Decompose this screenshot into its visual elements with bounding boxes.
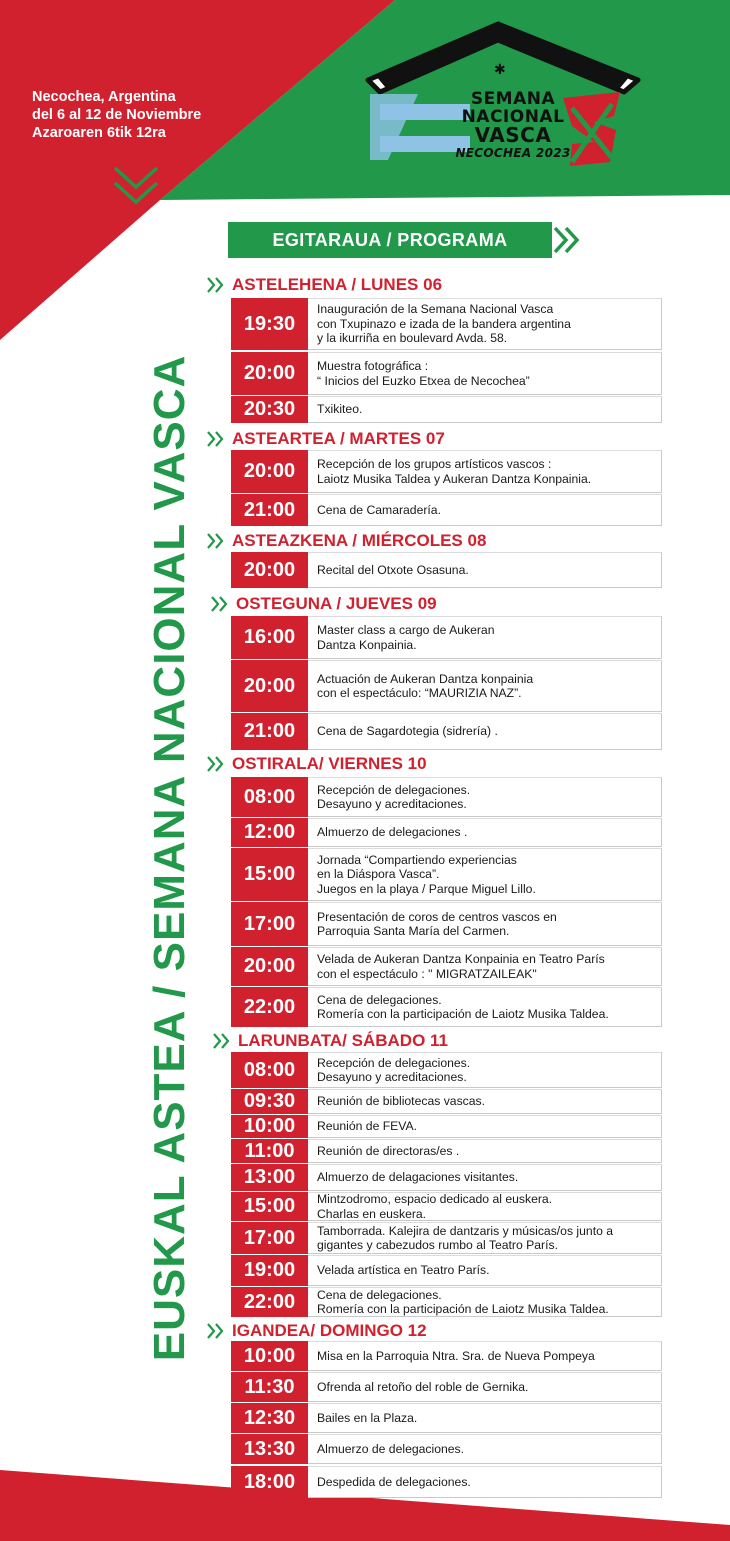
- event-row: [231, 1434, 662, 1464]
- day-title: OSTEGUNA / JUEVES 09: [236, 594, 437, 613]
- event-row: [231, 1372, 662, 1402]
- event-description: [308, 1403, 662, 1433]
- event-description-line: Reunión de FEVA.: [317, 1119, 418, 1134]
- event-time: 19:30: [231, 298, 308, 350]
- event-time: 20:00: [231, 660, 308, 712]
- event-row: [231, 298, 662, 350]
- event-description-line: con Txupinazo e izada de la bandera argentina: [317, 316, 571, 331]
- event-row: [231, 1052, 662, 1088]
- event-description: [308, 616, 662, 659]
- event-time: 13:30: [231, 1434, 308, 1464]
- event-description-line: Velada de Aukeran Dantza Konpainia en Teatro París: [317, 952, 605, 966]
- event-description-line: Recepción de delegaciones.: [317, 1055, 471, 1070]
- event-row: [231, 1192, 662, 1221]
- event-description: [308, 1192, 662, 1221]
- event-time: 17:00: [231, 1222, 308, 1254]
- event-description: [308, 1052, 662, 1088]
- event-description: [308, 396, 662, 423]
- event-row: [231, 902, 662, 946]
- event-description: [308, 298, 662, 350]
- day-title: LARUNBATA/ SÁBADO 11: [238, 1031, 448, 1050]
- event-row: [231, 947, 662, 986]
- event-row: [231, 352, 662, 395]
- event-time: 12:30: [231, 1403, 308, 1433]
- event-row: [231, 1255, 662, 1286]
- chevron-down-icon: [112, 165, 160, 209]
- event-description: [308, 902, 662, 946]
- event-description-line: en la Diáspora Vasca”.: [317, 867, 440, 882]
- chevron-right-icon: [552, 222, 582, 258]
- event-description: [308, 1115, 662, 1138]
- event-time: 10:00: [231, 1115, 308, 1138]
- event-description: [308, 947, 662, 986]
- event-description-line: Ofrenda al retoño del roble de Gernika.: [317, 1379, 529, 1394]
- logo-line-1: SEMANA: [470, 89, 556, 109]
- event-description-line: Velada artística en Teatro París.: [317, 1263, 490, 1278]
- event-description: [308, 552, 662, 588]
- event-row: [231, 1164, 662, 1191]
- event-row: [231, 450, 662, 493]
- event-row: [231, 818, 662, 847]
- logo-line-2: NACIONAL: [461, 107, 565, 127]
- event-time: 19:00: [231, 1255, 308, 1286]
- chevron-right-icon: [206, 430, 228, 448]
- event-description-line: Recepción de delegaciones.: [317, 782, 471, 797]
- event-description-line: Reunión de directoras/es .: [317, 1143, 460, 1158]
- event-description: [308, 1222, 662, 1254]
- event-row: [231, 1466, 662, 1498]
- event-description-line: Bailes en la Plaza.: [317, 1410, 418, 1425]
- event-description-line: Muestra fotográfica :: [317, 359, 429, 373]
- event-time: 17:00: [231, 902, 308, 946]
- day-title: ASTELEHENA / LUNES 06: [232, 275, 443, 294]
- event-description-line: Parroquia Santa María del Carmen.: [317, 924, 510, 938]
- event-description-line: Presentación de coros de centros vascos en: [317, 909, 557, 924]
- event-description: [308, 987, 662, 1027]
- logo-line-3: VASCA: [474, 123, 552, 147]
- event-description-line: gigantes y cabezudos rumbo al Teatro París.: [317, 1238, 558, 1252]
- event-description-line: Recepción de los grupos artísticos vascos :: [317, 457, 552, 471]
- event-time: 22:00: [231, 987, 308, 1027]
- event-description-line: Txikiteo.: [317, 402, 363, 417]
- event-description: [308, 818, 662, 847]
- event-time: 20:00: [231, 552, 308, 588]
- event-description: [308, 1466, 662, 1498]
- day-heading: [210, 594, 437, 614]
- event-row: [231, 1341, 662, 1371]
- day-heading: [206, 531, 486, 551]
- event-time: 22:00: [231, 1287, 308, 1317]
- event-description: [308, 1372, 662, 1402]
- day-heading: [206, 1321, 427, 1341]
- event-description: [308, 1164, 662, 1191]
- event-description-line: con el espectáculo: “MAURIZIA NAZ”.: [317, 686, 522, 700]
- event-description-line: Laiotz Musika Taldea y Aukeran Dantza Konpainia.: [317, 471, 592, 486]
- event-description-line: y la ikurriña en boulevard Avda. 58.: [317, 331, 508, 346]
- event-description-line: Almuerzo de delagaciones visitantes.: [317, 1170, 519, 1185]
- event-time: 20:00: [231, 947, 308, 986]
- event-description-line: Desayuno y acreditaciones.: [317, 1070, 467, 1084]
- chevron-right-icon: [212, 1032, 234, 1050]
- event-row: [231, 1089, 662, 1114]
- event-row: [231, 848, 662, 901]
- event-row: [231, 396, 662, 423]
- dates-eu-text: Azaroaren 6tik 12ra: [32, 125, 166, 141]
- day-title: ASTEAZKENA / MIÉRCOLES 08: [232, 531, 487, 550]
- day-title: IGANDEA/ DOMINGO 12: [232, 1321, 427, 1340]
- event-description-line: Despedida de delegaciones.: [317, 1474, 471, 1489]
- svg-text:✱: ✱: [494, 62, 506, 78]
- logo-text: [453, 90, 573, 162]
- event-description-line: Actuación de Aukeran Dantza konpainia: [317, 671, 534, 686]
- event-description: [308, 1434, 662, 1464]
- event-row: [231, 1139, 662, 1163]
- event-description-line: Juegos en la playa / Parque Miguel Lillo.: [317, 881, 536, 896]
- chevron-right-icon: [206, 532, 228, 550]
- event-description-line: Almuerzo de delegaciones .: [317, 825, 468, 840]
- event-row: [231, 616, 662, 659]
- location-text: Necochea, Argentina: [32, 89, 176, 105]
- event-description-line: Master class a cargo de Aukeran: [317, 623, 495, 637]
- event-description-line: Tamborrada. Kalejira de dantzaris y músicas/os junto a: [317, 1223, 614, 1238]
- event-description-line: Cena de delegaciones.: [317, 1287, 442, 1302]
- event-time: 21:00: [231, 494, 308, 526]
- event-description: [308, 1089, 662, 1114]
- event-description-line: Desayuno y acreditaciones.: [317, 797, 467, 811]
- event-description-line: Recital del Otxote Osasuna.: [317, 562, 469, 577]
- event-description: [308, 450, 662, 493]
- event-description-line: Cena de Sagardotegia (sidrería) .: [317, 724, 498, 739]
- event-description-line: Dantza Konpainia.: [317, 637, 417, 652]
- event-description-line: Jornada “Compartiendo experiencias: [317, 852, 517, 867]
- event-description: [308, 660, 662, 712]
- event-time: 15:00: [231, 848, 308, 901]
- day-heading: [206, 429, 445, 449]
- event-row: [231, 713, 662, 750]
- event-info: [32, 88, 201, 142]
- chevron-right-icon: [210, 595, 232, 613]
- event-description-line: Romería con la participación de Laiotz Musika Taldea.: [317, 1007, 609, 1021]
- event-row: [231, 552, 662, 588]
- chevron-right-icon: [206, 1322, 228, 1340]
- event-description: [308, 777, 662, 817]
- event-time: 11:00: [231, 1139, 308, 1163]
- program-label: EGITARAUA / PROGRAMA: [228, 222, 552, 258]
- event-row: [231, 660, 662, 712]
- event-time: 20:00: [231, 450, 308, 493]
- day-title: OSTIRALA/ VIERNES 10: [232, 754, 427, 773]
- event-time: 08:00: [231, 1052, 308, 1088]
- event-time: 08:00: [231, 777, 308, 817]
- event-time: 18:00: [231, 1466, 308, 1498]
- chevron-right-icon: [206, 276, 228, 294]
- event-time: 16:00: [231, 616, 308, 659]
- chevron-right-icon: [206, 755, 228, 773]
- event-row: [231, 1403, 662, 1433]
- event-description-line: con el espectáculo : " MIGRATZAILEAK": [317, 966, 537, 981]
- event-description-line: Reunión de bibliotecas vascas.: [317, 1094, 486, 1109]
- vertical-title: EUSKAL ASTEA / SEMANA NACIONAL VASCA: [145, 354, 194, 1362]
- event-description: [308, 713, 662, 750]
- event-description-line: Mintzodromo, espacio dedicado al euskera.: [317, 1192, 553, 1206]
- event-description-line: Inauguración de la Semana Nacional Vasca: [317, 302, 554, 317]
- event-description-line: Cena de Camaradería.: [317, 502, 441, 517]
- event-time: 13:00: [231, 1164, 308, 1191]
- event-description-line: “ Inicios del Euzko Etxea de Necochea”: [317, 373, 530, 388]
- event-description-line: Almuerzo de delegaciones.: [317, 1441, 465, 1456]
- event-row: [231, 1287, 662, 1317]
- event-time: 15:00: [231, 1192, 308, 1221]
- event-time: 21:00: [231, 713, 308, 750]
- day-heading: [206, 754, 427, 774]
- event-description: [308, 494, 662, 526]
- logo-line-4: NECOCHEA 2023: [455, 146, 571, 160]
- event-description-line: Charlas en euskera.: [317, 1206, 427, 1221]
- day-heading: [212, 1031, 448, 1051]
- day-heading: [206, 275, 442, 295]
- event-time: 11:30: [231, 1372, 308, 1402]
- event-row: [231, 777, 662, 817]
- event-description: [308, 1341, 662, 1371]
- event-description: [308, 848, 662, 901]
- event-row: [231, 1115, 662, 1138]
- event-description: [308, 1139, 662, 1163]
- event-description-line: Romería con la participación de Laiotz Musika Taldea.: [317, 1302, 609, 1316]
- event-description: [308, 352, 662, 395]
- event-time: 10:00: [231, 1341, 308, 1371]
- event-time: 12:00: [231, 818, 308, 847]
- event-time: 09:30: [231, 1089, 308, 1114]
- event-description: [308, 1255, 662, 1286]
- event-description-line: Misa en la Parroquia Ntra. Sra. de Nueva Pompeya: [317, 1348, 595, 1363]
- day-title: ASTEARTEA / MARTES 07: [232, 429, 445, 448]
- event-description-line: Cena de delegaciones.: [317, 992, 442, 1007]
- event-time: 20:00: [231, 352, 308, 395]
- event-row: [231, 494, 662, 526]
- event-time: 20:30: [231, 396, 308, 423]
- event-row: [231, 1222, 662, 1254]
- event-row: [231, 987, 662, 1027]
- dates-es-text: del 6 al 12 de Noviembre: [32, 107, 202, 123]
- event-description: [308, 1287, 662, 1317]
